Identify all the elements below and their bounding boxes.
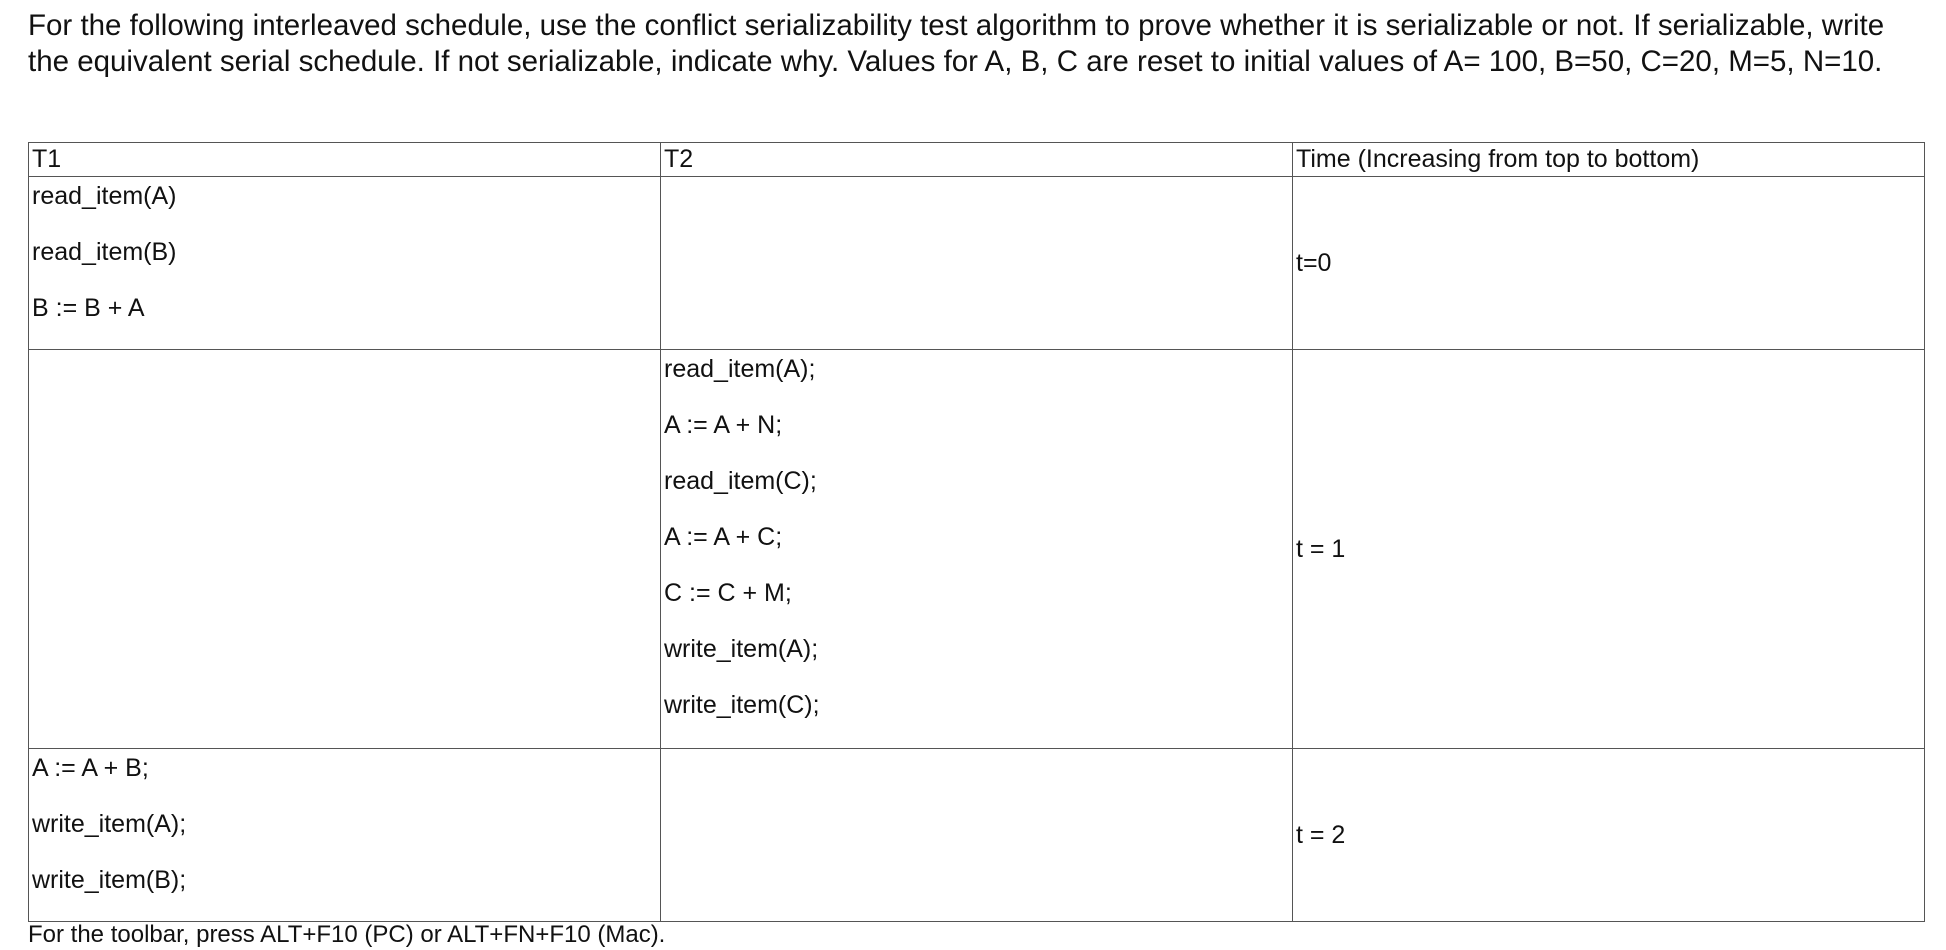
toolbar-hint: For the toolbar, press ALT+F10 (PC) or ALT+FN+F10 (Mac). [28, 921, 666, 948]
schedule-body [29, 177, 1925, 922]
operation: read_item(C); [664, 467, 817, 495]
header-time: Time (Increasing from top to bottom) [1293, 143, 1925, 177]
cell-t1 [29, 350, 661, 749]
cell-time: t = 1 [1293, 350, 1925, 749]
header-t2: T2 [661, 143, 1293, 177]
cell-t2 [661, 177, 1293, 350]
operation: read_item(A) [32, 182, 177, 210]
operation: write_item(A); [32, 810, 187, 838]
operation: B := B + A [32, 294, 145, 322]
operation: write_item(B); [32, 866, 187, 894]
question-text: For the following interleaved schedule, use the conflict serializability test algorithm to prove whether it is serializable or not. If serializable, write the equivalent serial schedule. If not serializable, indicate why. Values for A, B, C are reset to initial values of A= 100, B=50, C=20, M=5, N=10. [28, 9, 1885, 78]
table-row [29, 177, 1925, 350]
cell-time: t=0 [1293, 177, 1925, 350]
cell-time: t = 2 [1293, 749, 1925, 922]
operation: write_item(C); [664, 691, 820, 719]
cell-t1 [29, 749, 661, 922]
operation: write_item(A); [664, 635, 819, 663]
operation: A := A + C; [664, 523, 783, 551]
cell-t2 [661, 350, 1293, 749]
schedule-table [28, 142, 1925, 922]
cell-t1 [29, 177, 661, 350]
operation: C := C + M; [664, 579, 792, 607]
operation: read_item(B) [32, 238, 177, 266]
operation: A := A + N; [664, 411, 783, 439]
header-t1: T1 [29, 143, 661, 177]
cell-t2 [661, 749, 1293, 922]
operation: A := A + B; [32, 754, 149, 782]
table-row [29, 749, 1925, 922]
table-row [29, 350, 1925, 749]
table-header-row [29, 143, 1925, 177]
operation: read_item(A); [664, 355, 816, 383]
